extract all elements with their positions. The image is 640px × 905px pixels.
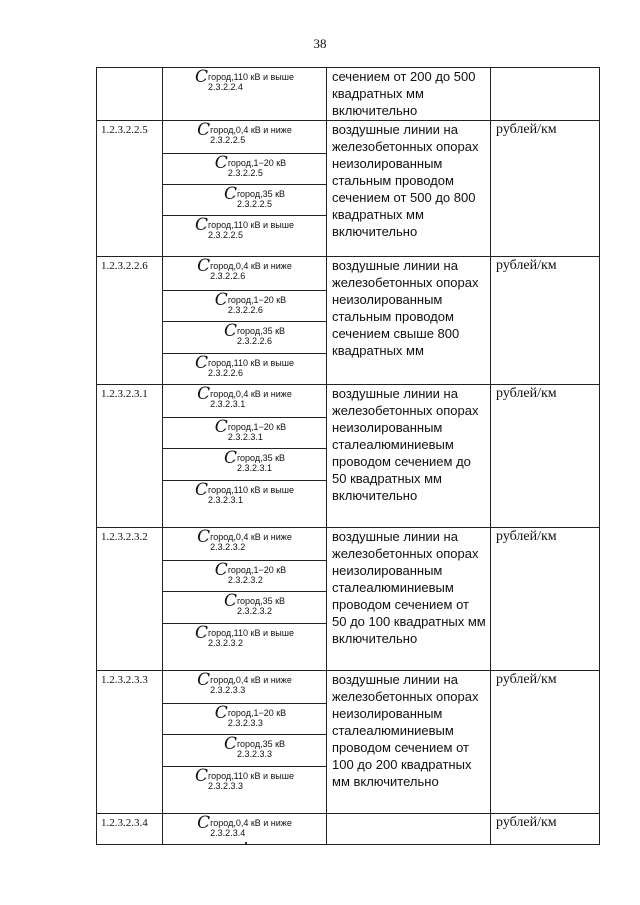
formula-cell (163, 185, 327, 216)
cost-formula (195, 215, 294, 240)
formula-symbol: C (223, 448, 237, 468)
formula-cell (163, 449, 327, 481)
cost-formula (223, 321, 286, 346)
formula-superscript: город,0,4 кВ и ниже (210, 125, 292, 135)
formula-symbol: C (195, 215, 209, 235)
formula-symbol: C (223, 321, 237, 341)
formula-superscript: город,110 кВ и выше (208, 628, 294, 638)
formula-subscript: 2.3.2.3.1 (208, 495, 244, 505)
formula-symbol: C (195, 623, 209, 643)
formula-subscript: 2.3.2.3.3 (208, 781, 244, 791)
formula-superscript: город,0,4 кВ и ниже (210, 389, 292, 399)
formula-subscript: 2.3.2.2.5 (208, 230, 244, 240)
formula-superscript: город,35 кВ (236, 739, 286, 749)
row-code (97, 68, 163, 121)
row-unit: рублей/км (491, 121, 600, 257)
formula-symbol: C (223, 184, 237, 204)
formula-superscript: город,35 кВ (236, 596, 286, 606)
formula-subscript: 2.3.2.2.6 (236, 336, 272, 346)
formula-cell (163, 418, 327, 449)
row-code: 1.2.3.2.2.5 (97, 121, 163, 257)
formula-cell (163, 767, 327, 814)
formula-superscript: город,0,4 кВ и ниже (210, 675, 292, 685)
formula-symbol: C (197, 813, 211, 833)
formula-cell (163, 322, 327, 354)
row-description: воздушные линии на железобетонных опорах неизолированным сталеалюминиевым проводом сечением от 50 до 100 квадратных мм включительно (327, 528, 491, 671)
cost-formula (195, 67, 294, 92)
page-number: 38 (313, 36, 327, 51)
table-row (97, 257, 600, 291)
formula-subscript: 2.3.2.2.6 (210, 271, 246, 281)
cost-formula (214, 703, 287, 728)
formula-subscript: 2.3.2.3.4 (210, 828, 246, 838)
formula-cell (163, 68, 327, 121)
row-code: 1.2.3.2.3.2 (97, 528, 163, 671)
row-description: воздушные линии на железобетонных опорах неизолированным стальным проводом сечением от 500 до 800 квадратных мм включительно (327, 121, 491, 257)
formula-superscript: город,0,4 кВ и ниже (210, 261, 292, 271)
formula-symbol: C (195, 480, 209, 500)
formula-symbol: C (195, 353, 209, 373)
formula-cell (163, 257, 327, 291)
formula-cell (163, 671, 327, 704)
formula-subscript: 2.3.2.3.2 (227, 575, 263, 585)
formula-cell (163, 624, 327, 671)
row-unit: рублей/км (491, 671, 600, 814)
formula-subscript: 2.3.2.2.5 (210, 135, 246, 145)
formula-cell (163, 814, 327, 845)
formula-symbol: C (197, 527, 211, 547)
formula-superscript: город,35 кВ (236, 326, 286, 336)
table-row (97, 671, 600, 704)
table-row (97, 68, 600, 121)
row-code: 1.2.3.2.3.1 (97, 385, 163, 528)
cost-formula (197, 527, 292, 552)
formula-cell (163, 704, 327, 735)
row-description: сечением от 200 до 500 квадратных мм включительно (327, 68, 491, 121)
formula-subscript: 2.3.2.3.2 (236, 606, 272, 616)
formula-subscript: 2.3.2.3.1 (227, 432, 263, 442)
formula-superscript: город,0,4 кВ и ниже (210, 818, 292, 828)
cost-formula (197, 813, 292, 838)
cost-formula (197, 256, 292, 281)
stray-dot (245, 842, 247, 844)
formula-cell (163, 735, 327, 767)
formula-superscript: город,110 кВ и выше (208, 220, 294, 230)
formula-superscript: город,1−20 кВ (227, 708, 287, 718)
formula-subscript: 2.3.2.3.3 (227, 718, 263, 728)
formula-symbol: C (195, 67, 209, 87)
formula-superscript: город,110 кВ и выше (208, 358, 294, 368)
formula-subscript: 2.3.2.2.5 (236, 199, 272, 209)
row-description: воздушные линии на железобетонных опорах неизолированным сталеалюминиевым проводом сечением от 100 до 200 квадратных мм включительно (327, 671, 491, 814)
formula-symbol: C (214, 703, 228, 723)
tariff-table (96, 67, 600, 845)
formula-superscript: город,1−20 кВ (227, 158, 287, 168)
cost-formula (214, 290, 287, 315)
cost-formula (197, 670, 292, 695)
formula-superscript: город,1−20 кВ (227, 565, 287, 575)
row-description: воздушные линии на железобетонных опорах неизолированным стальным проводом сечением свыше 800 квадратных мм (327, 257, 491, 385)
row-unit: рублей/км (491, 528, 600, 671)
row-code: 1.2.3.2.3.4 (97, 814, 163, 845)
formula-subscript: 2.3.2.2.6 (208, 368, 244, 378)
formula-superscript: город,1−20 кВ (227, 295, 287, 305)
formula-symbol: C (197, 120, 211, 140)
cost-formula (197, 384, 292, 409)
table-row (97, 814, 600, 845)
formula-superscript: город,35 кВ (236, 189, 286, 199)
formula-symbol: C (195, 766, 209, 786)
cost-formula (214, 417, 287, 442)
row-unit: рублей/км (491, 385, 600, 528)
cost-formula (195, 480, 294, 505)
row-code: 1.2.3.2.2.6 (97, 257, 163, 385)
cost-formula (195, 353, 294, 378)
formula-cell (163, 481, 327, 528)
formula-subscript: 2.3.2.2.5 (227, 168, 263, 178)
formula-superscript: город,110 кВ и выше (208, 485, 294, 495)
formula-cell (163, 154, 327, 185)
row-code: 1.2.3.2.3.3 (97, 671, 163, 814)
formula-subscript: 2.3.2.3.3 (210, 685, 246, 695)
formula-superscript: город,110 кВ и выше (208, 72, 294, 82)
cost-formula (223, 448, 286, 473)
formula-subscript: 2.3.2.3.3 (236, 749, 272, 759)
cost-formula (223, 591, 286, 616)
row-unit: рублей/км (491, 257, 600, 385)
cost-formula (195, 766, 294, 791)
cost-formula (197, 120, 292, 145)
table-row (97, 528, 600, 561)
row-description (327, 814, 491, 845)
cost-formula (214, 560, 287, 585)
table-row (97, 121, 600, 154)
formula-cell (163, 528, 327, 561)
formula-symbol: C (223, 591, 237, 611)
formula-symbol: C (214, 560, 228, 580)
formula-symbol: C (214, 153, 228, 173)
table-row (97, 385, 600, 418)
row-unit: рублей/км (491, 814, 600, 845)
formula-symbol: C (197, 256, 211, 276)
formula-subscript: 2.3.2.2.6 (227, 305, 263, 315)
formula-superscript: город,0,4 кВ и ниже (210, 532, 292, 542)
formula-cell (163, 592, 327, 624)
cost-formula (214, 153, 287, 178)
formula-symbol: C (214, 290, 228, 310)
formula-superscript: город,1−20 кВ (227, 422, 287, 432)
cost-formula (195, 623, 294, 648)
formula-subscript: 2.3.2.3.2 (208, 638, 244, 648)
cost-formula (223, 734, 286, 759)
formula-symbol: C (214, 417, 228, 437)
row-unit (491, 68, 600, 121)
formula-cell (163, 385, 327, 418)
formula-cell (163, 291, 327, 322)
formula-subscript: 2.3.2.3.1 (210, 399, 246, 409)
formula-symbol: C (197, 384, 211, 404)
formula-cell (163, 121, 327, 154)
formula-cell (163, 216, 327, 257)
formula-symbol: C (223, 734, 237, 754)
formula-cell (163, 561, 327, 592)
formula-symbol: C (197, 670, 211, 690)
formula-superscript: город,110 кВ и выше (208, 771, 294, 781)
row-description: воздушные линии на железобетонных опорах неизолированным сталеалюминиевым проводом сечением до 50 квадратных мм включительно (327, 385, 491, 528)
formula-subscript: 2.3.2.3.1 (236, 463, 272, 473)
formula-subscript: 2.3.2.3.2 (210, 542, 246, 552)
formula-superscript: город,35 кВ (236, 453, 286, 463)
cost-formula (223, 184, 286, 209)
formula-subscript: 2.3.2.2.4 (208, 82, 244, 92)
formula-cell (163, 354, 327, 385)
